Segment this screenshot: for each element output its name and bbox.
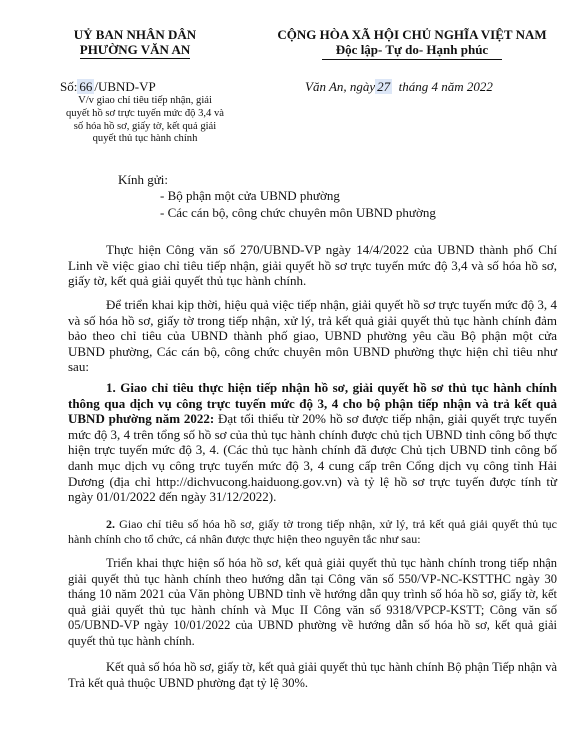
- authority-line2-wrap: [40, 42, 230, 59]
- document-number: [60, 79, 156, 95]
- issuing-authority: [40, 27, 230, 59]
- body-paragraph-4: [68, 517, 557, 548]
- date-suffix: tháng 4 năm 2022: [398, 79, 493, 94]
- date-day: 27: [377, 79, 391, 94]
- document-date: [305, 79, 493, 95]
- body-paragraph-3: [68, 380, 557, 505]
- doc-number-prefix: Số:: [60, 79, 78, 94]
- section-1-heading: 1. Giao chỉ tiêu thực hiện tiếp nhận hồ sơ, giải quyết hồ sơ thủ tục hành chính thông qua dịch vụ công trực tuyến mức độ 3, 4 cho bộ phận tiếp nhận và trả kết quả UBND phường năm 2022:: [68, 380, 557, 427]
- subject-line: quyết hồ sơ trực tuyến mức độ 3,4 và: [65, 107, 224, 119]
- date-prefix: Văn An, ngày: [305, 79, 376, 94]
- doc-number-suffix: /UBND-VP: [94, 79, 156, 94]
- subject-line: số hóa hồ sơ, giấy tờ, kết quả giải: [73, 120, 217, 132]
- doc-number-value: 66: [79, 79, 93, 94]
- body-paragraph-6: Kết quả số hóa hồ sơ, giấy tờ, kết quả giải quyết thủ tục hành chính Bộ phận Tiếp nhận và Trả kết quả thuộc UBND phường đạt tỷ lệ 30%.: [68, 660, 557, 690]
- recipient-item: - Các cán bộ, công chức chuyên môn UBND phường: [160, 205, 436, 220]
- motto-underline: [322, 59, 502, 60]
- authority-line2: PHƯỜNG VĂN AN: [79, 42, 191, 57]
- subject-line: V/v giao chỉ tiêu tiếp nhận, giải: [78, 95, 212, 106]
- motto: Độc lập- Tự do- Hạnh phúc: [335, 42, 489, 57]
- authority-line1: UỶ BAN NHÂN DÂN: [73, 27, 197, 42]
- body-paragraph-2: Để triển khai kịp thời, hiệu quả việc tiếp nhận, giải quyết hồ sơ trực tuyến mức độ 3, 4 và số hóa hồ sơ, giấy tờ trong tiếp nhận, xử lý, trả kết quả giải quyết thủ tục hành chính đảm bảo theo chỉ tiêu của UBND thành phố giao, UBND phường yêu cầu Bộ phận một cửa UBND phường, Các cán bộ, công chức chuyên môn UBND phường thực hiện chỉ tiêu như sau:: [68, 297, 557, 375]
- recipients-label: Kính gửi:: [118, 172, 169, 187]
- national-title: [262, 27, 562, 60]
- section-2-number: 2.: [106, 517, 115, 531]
- body-paragraph-5: Triển khai thực hiện số hóa hồ sơ, kết quả giải quyết thủ tục hành chính trong tiếp nhận giải quyết thủ tục hành chính theo hướng dẫn tại Công văn số 550/VP-NC-KSTTHC ngày 30 tháng 10 năm 2021 của Văn phòng UBND tỉnh về hướng dẫn quy trình số hóa hồ sơ, giấy tờ, kết quả giải quyết thủ tục hành chính và Mục II Công văn số 9318/VPCP-KSTT; Công văn số 05/UBND-VP ngày 10/01/2022 của UBND phường về hướng dẫn số hóa hồ sơ, kết quả giải quyết thủ tục hành chính.: [68, 556, 557, 648]
- body-paragraph-1: Thực hiện Công văn số 270/UBND-VP ngày 14/4/2022 của UBND thành phố Chí Linh về việc giao chỉ tiêu tiếp nhận, giải quyết hồ sơ trực tuyến mức độ 3,4 và số hóa hồ sơ, giấy tờ, kết quả giải quyết thủ tục hành chính.: [68, 242, 557, 289]
- nation-line: CỘNG HÒA XÃ HỘI CHỦ NGHĨA VIỆT NAM: [277, 27, 547, 42]
- section-1-text: Đạt tối thiểu từ 20% hồ sơ được tiếp nhận, giải quyết trực tuyến mức độ 3, 4 trên tổng số hồ sơ của thủ tục hành chính được chủ tịch UBND tỉnh công bố thực hiện trực tuyến mức độ 3, 4. (Các thủ tục hành chính đã được Chủ tịch UBND tỉnh công bố danh mục dịch vụ công trực tuyến mức độ 3, 4 cung cấp trên Cổng dịch vụ công tỉnh Hải Dương (địa chỉ http://dichvucong.haiduong.gov.vn) và tỷ lệ hồ sơ trực tuyến được tính từ ngày 01/01/2022 đến ngày 31/12/2022).: [68, 411, 557, 505]
- recipient-item: - Bộ phận một cửa UBND phường: [160, 188, 340, 203]
- subject-line: quyết thủ tục hành chính: [92, 133, 198, 145]
- document-subject: [30, 95, 260, 146]
- section-2-text: Giao chỉ tiêu số hóa hồ sơ, giấy tờ trong tiếp nhận, xử lý, trả kết quả giải quyết thủ tục hành chính cho tổ chức, cá nhân được thực hiện theo nguyên tắc như sau:: [68, 517, 557, 547]
